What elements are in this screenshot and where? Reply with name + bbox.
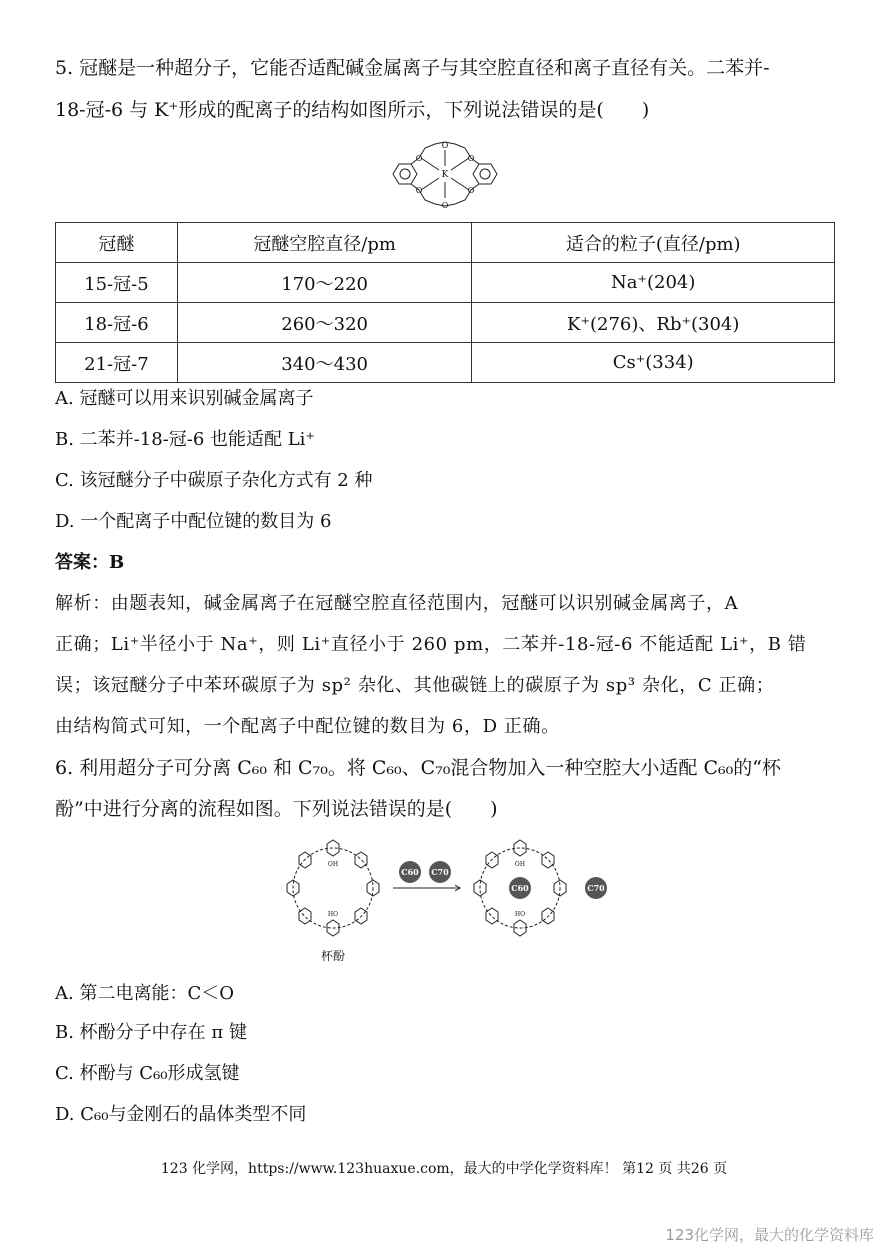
table-header-cell: 冠醚 [56,223,178,263]
q5-answer: 答案：B [55,552,125,573]
table-header-cell: 适合的粒子(直径/pm) [472,223,835,263]
table-cell: 15-冠-5 [56,263,178,303]
right-benzene-ring [473,164,497,184]
q5-option-d: D. 一个配离子中配位键的数目为 6 [55,511,332,532]
q6-option-b: B. 杯酚分子中存在 π 键 [55,1022,247,1043]
table-cell: 260～320 [177,303,472,343]
oxygen-label: O [415,186,423,195]
crown-ether-structure-figure [385,136,505,212]
table-row [56,303,835,343]
q5-stem-line1: 5. 冠醚是一种超分子，它能否适配碱金属离子与其空腔直径和离子直径有关。二苯并- [55,57,770,79]
table-row [56,343,835,383]
oh-label: OH [327,861,339,868]
q5-analysis-line1: 解析：由题表知，碱金属离子在冠醚空腔直径范围内，冠醚可以识别碱金属离子，A [55,593,739,614]
c60-label: C60 [401,867,419,877]
q5-analysis-line2: 正确；Li⁺半径小于 Na⁺，则 Li⁺直径小于 260 pm，二苯并-18-冠-6 不能适配 Li⁺，B 错 [55,634,807,655]
table-cell: K⁺(276)、Rb⁺(304) [472,303,835,343]
ho-label: HO [514,911,526,918]
phenol-units-left [287,840,379,936]
q6-option-c: C. 杯酚与 C₆₀形成氢键 [55,1063,240,1084]
q5-stem-line2: 18-冠-6 与 K⁺形成的配离子的结构如图所示，下列说法错误的是( ) [55,99,650,121]
table-cell: Na⁺(204) [472,263,835,303]
q5-option-b: B. 二苯并-18-冠-6 也能适配 Li⁺ [55,429,315,450]
q5-option-a: A. 冠醚可以用来识别碱金属离子 [55,388,314,409]
table-cell: Cs⁺(334) [472,343,835,383]
ho-label: HO [327,911,339,918]
q6-stem-line2: 酚”中进行分离的流程如图。下列说法错误的是( ) [55,798,498,820]
table-cell: 340～430 [177,343,472,383]
oh-label: OH [514,861,526,868]
c70-label: C70 [431,867,449,877]
q6-option-a: A. 第二电离能：C＜O [55,983,234,1004]
table-cell: 18-冠-6 [56,303,178,343]
potassium-label: K [441,170,449,180]
table-row [56,263,835,303]
oxygen-label: O [467,154,475,163]
table-header-cell: 冠醚空腔直径/pm [177,223,472,263]
q6-option-d: D. C₆₀与金刚石的晶体类型不同 [55,1104,307,1125]
oxygen-label: O [467,186,475,195]
calixarene-caption: 杯酚 [320,949,346,963]
c60-label: C60 [511,883,529,893]
q5-analysis-line4: 由结构简式可知，一个配离子中配位键的数目为 6，D 正确。 [55,716,560,737]
table-cell: 21-冠-7 [56,343,178,383]
table-header-row [56,223,835,263]
oxygen-label: O [415,154,423,163]
c70-label: C70 [587,883,605,893]
oxygen-label: O [441,141,449,150]
table-cell: 170～220 [177,263,472,303]
page-footer: 123 化学网，https://www.123huaxue.com，最大的中学化学资料库！ 第12 页 共26 页 [160,1161,728,1177]
oxygen-label: O [441,201,449,210]
q5-analysis-line3: 误；该冠醚分子中苯环碳原子为 sp² 杂化、其他碳链上的碳原子为 sp³ 杂化，C 正确； [55,675,775,696]
q5-option-c: C. 该冠醚分子中碳原子杂化方式有 2 种 [55,470,373,491]
q6-stem-line1: 6. 利用超分子可分离 C₆₀ 和 C₇₀。将 C₆₀、C₇₀混合物加入一种空腔大小适配 C₆₀的“杯 [55,757,781,779]
calixarene-separation-figure [280,828,620,968]
left-benzene-ring [393,164,417,184]
crown-ether-table [55,222,835,383]
site-watermark: 123化学网，最大的化学资料库 [665,1226,874,1244]
